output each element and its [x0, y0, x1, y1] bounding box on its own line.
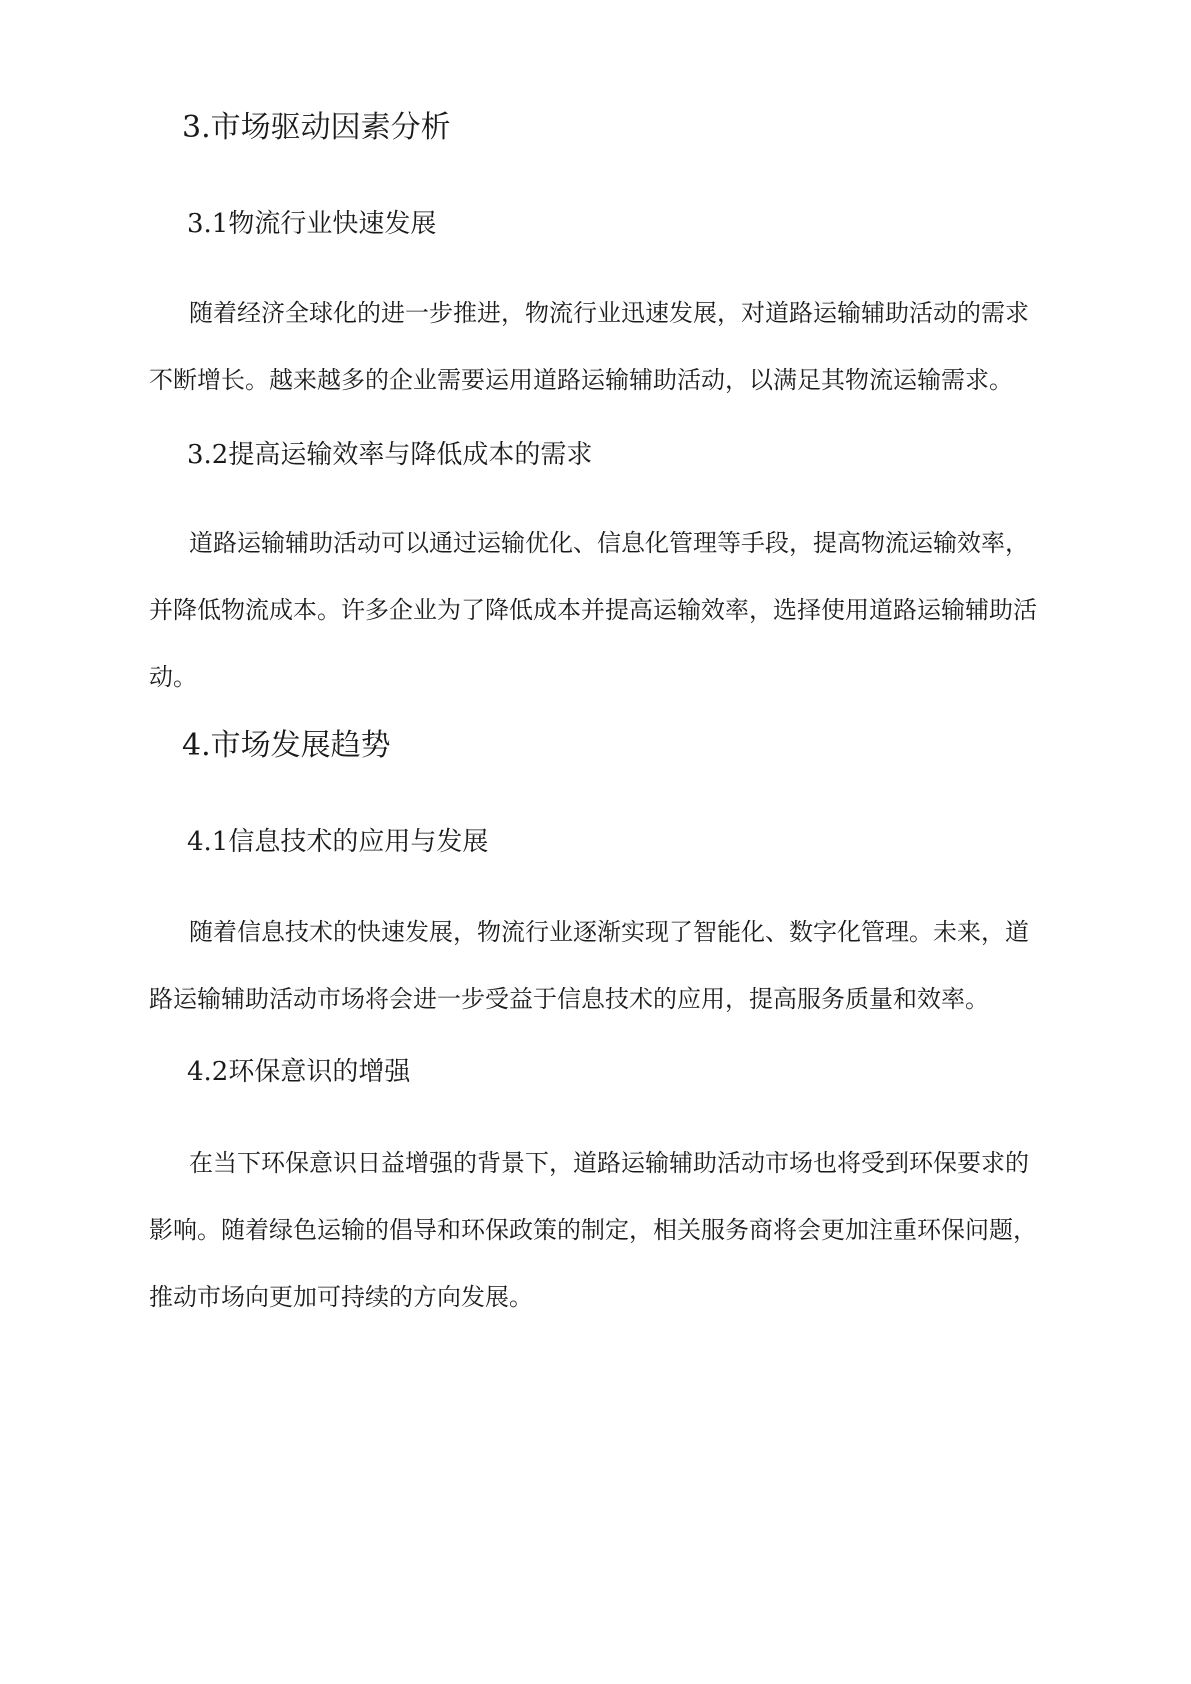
paragraph-line: 路运输辅助活动市场将会进一步受益于信息技术的应用，提高服务质量和效率。	[149, 985, 989, 1013]
paragraph-4-1	[149, 915, 1039, 1049]
section-heading-4: 4.市场发展趋势	[182, 728, 391, 763]
paragraph-3-1	[149, 296, 1039, 430]
paragraph-line: 影响。随着绿色运输的倡导和环保政策的制定，相关服务商将会更加注重环保问题，	[149, 1216, 1037, 1244]
subsection-heading-4-2: 4.2环保意识的增强	[187, 1057, 411, 1087]
paragraph-line: 动。	[149, 663, 197, 691]
subsection-heading-3-2: 3.2提高运输效率与降低成本的需求	[187, 440, 593, 470]
paragraph-line: 推动市场向更加可持续的方向发展。	[149, 1283, 533, 1311]
section-heading-3: 3.市场驱动因素分析	[182, 110, 451, 145]
paragraph-line: 并降低物流成本。许多企业为了降低成本并提高运输效率，选择使用道路运输辅助活	[149, 596, 1037, 624]
paragraph-4-2	[149, 1146, 1039, 1347]
paragraph-line: 不断增长。越来越多的企业需要运用道路运输辅助活动，以满足其物流运输需求。	[149, 366, 1013, 394]
subsection-heading-3-1: 3.1物流行业快速发展	[187, 209, 437, 239]
subsection-heading-4-1: 4.1信息技术的应用与发展	[187, 827, 489, 857]
paragraph-line: 道路运输辅助活动可以通过运输优化、信息化管理等手段，提高物流运输效率，	[189, 529, 1029, 557]
paragraph-line: 随着经济全球化的进一步推进，物流行业迅速发展，对道路运输辅助活动的需求	[189, 299, 1029, 327]
paragraph-line: 随着信息技术的快速发展，物流行业逐渐实现了智能化、数字化管理。未来，道	[189, 918, 1029, 946]
paragraph-line: 在当下环保意识日益增强的背景下，道路运输辅助活动市场也将受到环保要求的	[189, 1149, 1029, 1177]
paragraph-3-2	[149, 526, 1039, 727]
